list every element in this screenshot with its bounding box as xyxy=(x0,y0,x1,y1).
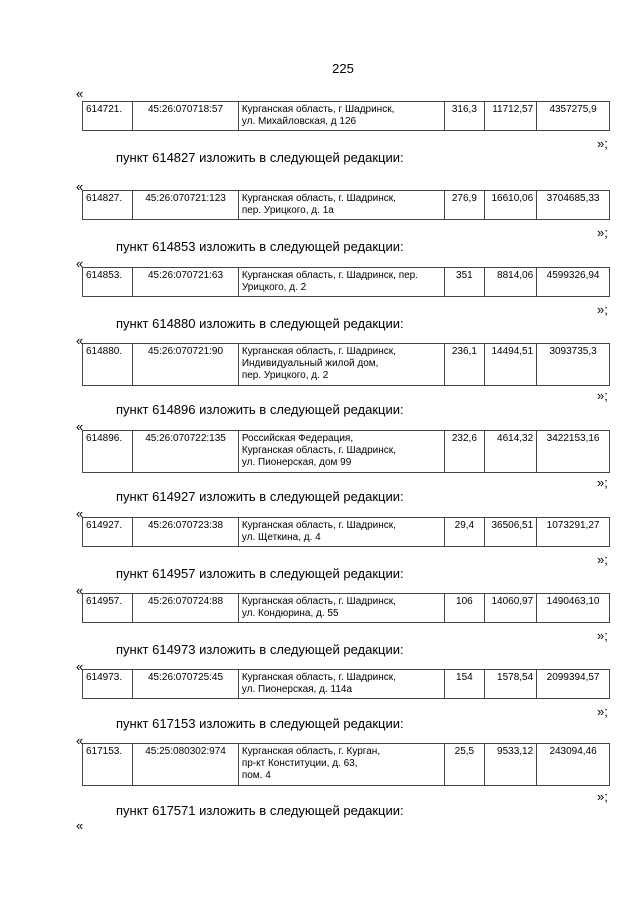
address-line: Индивидуальный жилой дом, xyxy=(241,358,379,369)
table-row xyxy=(83,744,610,786)
opening-quote: « xyxy=(76,506,84,521)
area-cell: 276,9 xyxy=(444,191,484,220)
opening-quote: « xyxy=(76,179,84,194)
table-row xyxy=(83,344,610,386)
area-cell: 29,4 xyxy=(444,518,484,547)
address-cell xyxy=(238,344,444,386)
property-table xyxy=(82,190,610,220)
closing-quote: »; xyxy=(597,552,608,567)
cadastral-value-cell: 1490463,10 xyxy=(537,594,610,623)
address-line: Курганская область, г. Шадринск, xyxy=(241,193,396,204)
address-line: Урицкого, д. 2 xyxy=(241,282,307,293)
unit-value-cell: 9533,12 xyxy=(484,744,536,786)
item-number-cell: 614721. xyxy=(83,102,133,131)
address-line: ул. Михайловская, д 126 xyxy=(241,116,357,127)
amendment-instruction: пункт 614896 изложить в следующей редакции: xyxy=(116,402,404,417)
item-number-cell: 614853. xyxy=(83,268,133,297)
address-cell xyxy=(238,268,444,297)
cadastral-value-cell: 1073291,27 xyxy=(537,518,610,547)
area-cell: 232,6 xyxy=(444,431,484,473)
item-number-cell: 614896. xyxy=(83,431,133,473)
address-line: Курганская область, г. Шадринск, пер. xyxy=(241,270,419,281)
address-line: ул. Щеткина, д. 4 xyxy=(241,532,321,543)
table-row xyxy=(83,268,610,297)
address-line: ул. Кондюрина, д. 55 xyxy=(241,608,339,619)
item-number-cell: 614973. xyxy=(83,670,133,699)
address-line: пер. Урицкого, д. 2 xyxy=(241,370,329,381)
unit-value-cell: 8814,06 xyxy=(484,268,536,297)
opening-quote: « xyxy=(76,86,84,101)
area-cell: 154 xyxy=(444,670,484,699)
unit-value-cell: 16610,06 xyxy=(484,191,536,220)
closing-quote: »; xyxy=(597,789,608,804)
opening-quote: « xyxy=(76,419,84,434)
property-table xyxy=(82,669,610,699)
opening-quote: « xyxy=(76,659,84,674)
address-cell xyxy=(238,670,444,699)
table-row xyxy=(83,594,610,623)
address-cell xyxy=(238,744,444,786)
address-cell xyxy=(238,594,444,623)
area-cell: 106 xyxy=(444,594,484,623)
unit-value-cell: 14494,51 xyxy=(484,344,536,386)
cadastral-value-cell: 3704685,33 xyxy=(537,191,610,220)
amendment-instruction: пункт 617153 изложить в следующей редакции: xyxy=(116,716,404,731)
address-line: Российская Федерация, xyxy=(241,433,354,444)
closing-quote: »; xyxy=(597,628,608,643)
opening-quote: « xyxy=(76,333,84,348)
cadastral-number-cell: 45:26:070724:88 xyxy=(133,594,239,623)
cadastral-value-cell: 4599326,94 xyxy=(537,268,610,297)
opening-quote: « xyxy=(76,818,84,833)
address-line: Курганская область, г. Шадринск, xyxy=(241,520,396,531)
amendment-instruction: пункт 614957 изложить в следующей редакции: xyxy=(116,566,404,581)
cadastral-number-cell: 45:26:070723:38 xyxy=(133,518,239,547)
property-table xyxy=(82,267,610,297)
unit-value-cell: 1578,54 xyxy=(484,670,536,699)
address-line: Курганская область, г. Шадринск, xyxy=(241,672,396,683)
closing-quote: »; xyxy=(597,704,608,719)
property-table xyxy=(82,593,610,623)
area-cell: 25,5 xyxy=(444,744,484,786)
opening-quote: « xyxy=(76,256,84,271)
unit-value-cell: 36506,51 xyxy=(484,518,536,547)
address-cell xyxy=(238,191,444,220)
address-line: ул. Пионерская, д. 114а xyxy=(241,684,353,695)
amendment-instruction: пункт 617571 изложить в следующей редакции: xyxy=(116,803,404,818)
cadastral-number-cell: 45:26:070721:63 xyxy=(133,268,239,297)
cadastral-number-cell: 45:26:070721:123 xyxy=(133,191,239,220)
table-row xyxy=(83,102,610,131)
cadastral-number-cell: 45:26:070725:45 xyxy=(133,670,239,699)
area-cell: 351 xyxy=(444,268,484,297)
property-table xyxy=(82,517,610,547)
address-line: Курганская область, г Шадринск, xyxy=(241,104,395,115)
closing-quote: »; xyxy=(597,475,608,490)
address-line: пом. 4 xyxy=(241,770,271,781)
address-line: Курганская область, г. Шадринск, xyxy=(241,596,396,607)
cadastral-number-cell: 45:26:070722:135 xyxy=(133,431,239,473)
unit-value-cell: 14060,97 xyxy=(484,594,536,623)
closing-quote: »; xyxy=(597,225,608,240)
cadastral-value-cell: 4357275,9 xyxy=(537,102,610,131)
unit-value-cell: 4614,32 xyxy=(484,431,536,473)
opening-quote: « xyxy=(76,583,84,598)
cadastral-number-cell: 45:26:070718:57 xyxy=(133,102,239,131)
address-line: ул. Пионерская, дом 99 xyxy=(241,457,352,468)
address-line: Курганская область, г. Шадринск, xyxy=(241,445,396,456)
address-cell xyxy=(238,431,444,473)
property-table xyxy=(82,101,610,131)
area-cell: 316,3 xyxy=(444,102,484,131)
property-table xyxy=(82,343,610,386)
address-line: Курганская область, г. Шадринск, xyxy=(241,346,396,357)
cadastral-value-cell: 243094,46 xyxy=(537,744,610,786)
area-cell: 236,1 xyxy=(444,344,484,386)
item-number-cell: 614827. xyxy=(83,191,133,220)
table-row xyxy=(83,191,610,220)
address-line: пр-кт Конституции, д. 63, xyxy=(241,758,358,769)
amendment-instruction: пункт 614973 изложить в следующей редакции: xyxy=(116,642,404,657)
item-number-cell: 614880. xyxy=(83,344,133,386)
cadastral-number-cell: 45:26:070721:90 xyxy=(133,344,239,386)
amendment-instruction: пункт 614927 изложить в следующей редакции: xyxy=(116,489,404,504)
cadastral-number-cell: 45:25:080302:974 xyxy=(133,744,239,786)
cadastral-value-cell: 2099394,57 xyxy=(537,670,610,699)
address-line: пер. Урицкого, д. 1а xyxy=(241,205,334,216)
cadastral-value-cell: 3093735,3 xyxy=(537,344,610,386)
table-row xyxy=(83,518,610,547)
item-number-cell: 614957. xyxy=(83,594,133,623)
item-number-cell: 614927. xyxy=(83,518,133,547)
table-row xyxy=(83,431,610,473)
address-cell xyxy=(238,102,444,131)
page-number: 225 xyxy=(332,61,354,76)
address-cell xyxy=(238,518,444,547)
amendment-instruction: пункт 614880 изложить в следующей редакции: xyxy=(116,316,404,331)
item-number-cell: 617153. xyxy=(83,744,133,786)
unit-value-cell: 11712,57 xyxy=(484,102,536,131)
closing-quote: »; xyxy=(597,136,608,151)
amendment-instruction: пункт 614827 изложить в следующей редакции: xyxy=(116,150,404,165)
opening-quote: « xyxy=(76,733,84,748)
cadastral-value-cell: 3422153,16 xyxy=(537,431,610,473)
address-line: Курганская область, г. Курган, xyxy=(241,746,381,757)
closing-quote: »; xyxy=(597,388,608,403)
amendment-instruction: пункт 614853 изложить в следующей редакции: xyxy=(116,239,404,254)
closing-quote: »; xyxy=(597,302,608,317)
property-table xyxy=(82,743,610,786)
property-table xyxy=(82,430,610,473)
table-row xyxy=(83,670,610,699)
